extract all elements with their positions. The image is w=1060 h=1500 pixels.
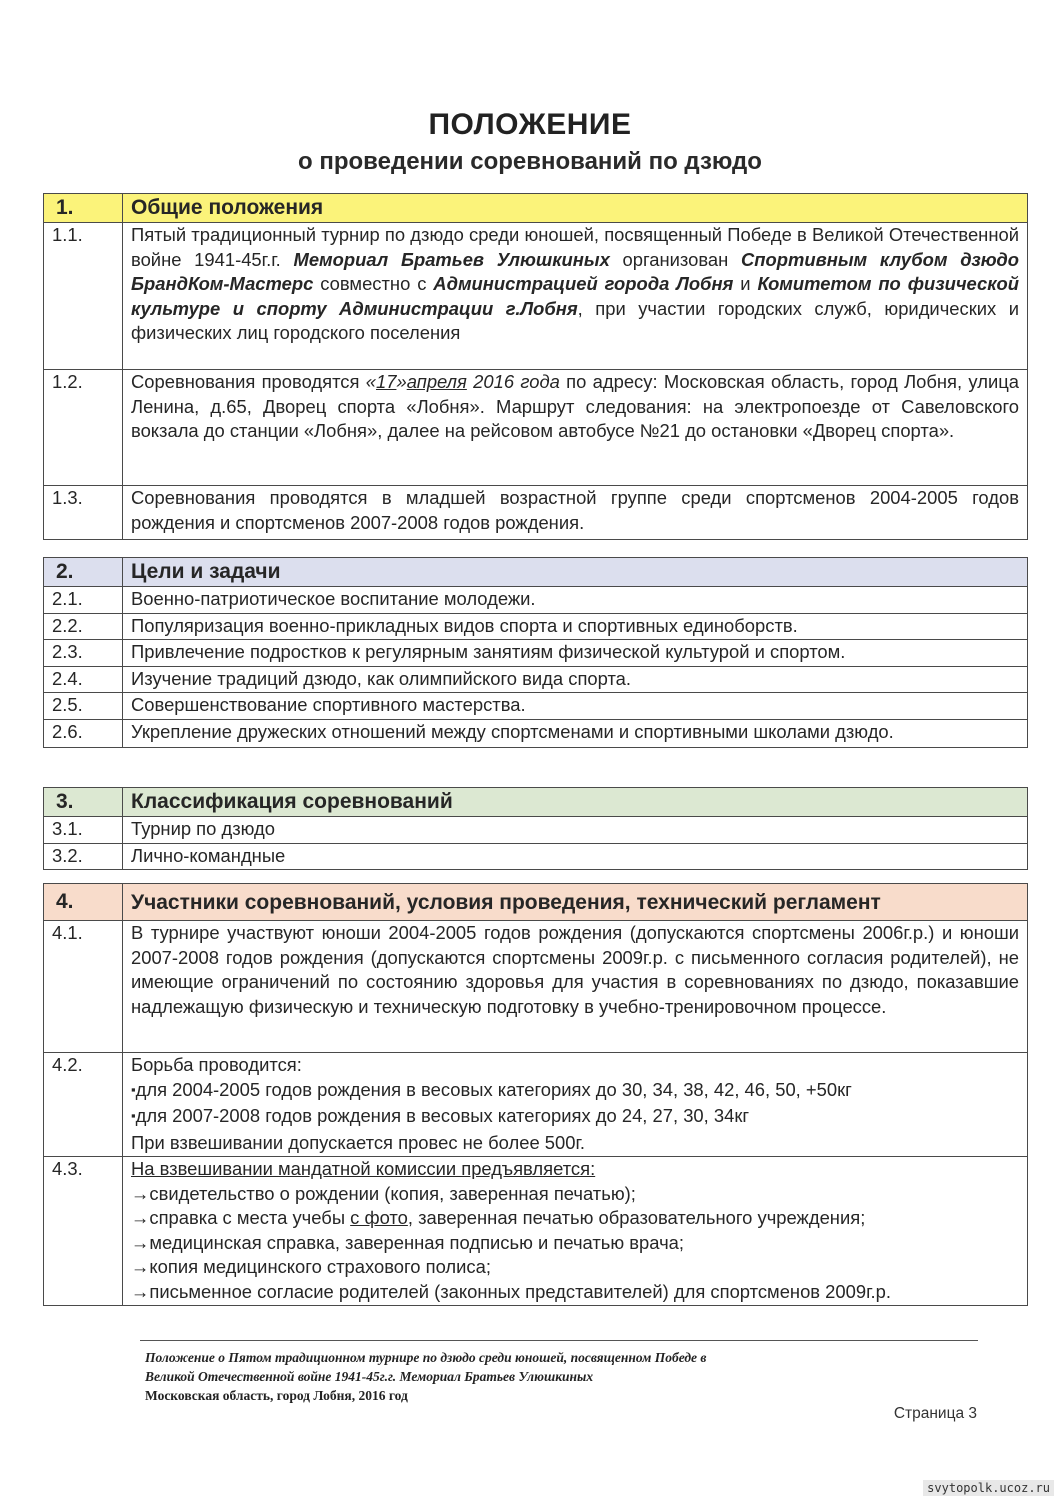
- clause-number: 3.2.: [44, 843, 123, 870]
- clause-text: [123, 1157, 1028, 1306]
- arrow-line: → письменное согласие родителей (законных представителей) для спортсменов 2009г.р.: [131, 1280, 1019, 1305]
- clause-number: 3.1.: [44, 817, 123, 844]
- section-number: 2.: [44, 558, 123, 587]
- clause-number: 2.1.: [44, 587, 123, 614]
- site-watermark: svytopolk.ucoz.ru: [923, 1480, 1054, 1496]
- footer: [145, 1348, 945, 1405]
- clause-number: 2.4.: [44, 666, 123, 693]
- clause-row: [44, 587, 1028, 614]
- clause-text: Турнир по дзюдо: [123, 817, 1028, 844]
- section-header: [44, 884, 1028, 921]
- arrow-line: → справка с места учебы с фото, заверенная печатью образовательного учреждения;: [131, 1206, 1019, 1231]
- arrow-line: → копия медицинского страхового полиса;: [131, 1255, 1019, 1280]
- clause-number: 2.5.: [44, 693, 123, 720]
- clause-row: [44, 666, 1028, 693]
- clause-text: Совершенствование спортивного мастерства.: [123, 693, 1028, 720]
- section-title: Цели и задачи: [123, 558, 1028, 587]
- clause-row: [44, 921, 1028, 1053]
- section-general: [43, 193, 1028, 540]
- clause-text: Укрепление дружеских отношений между спортсменами и спортивными школами дзюдо.: [123, 719, 1028, 748]
- clause-row: [44, 223, 1028, 370]
- arrow-line: → медицинская справка, заверенная подписью и печатью врача;: [131, 1231, 1019, 1256]
- clause-number: 2.2.: [44, 613, 123, 640]
- clause-number: 2.3.: [44, 640, 123, 667]
- clause-row: [44, 1053, 1028, 1157]
- section-header: [44, 194, 1028, 223]
- clause-line: При взвешивании допускается провес не более 500г.: [131, 1131, 586, 1153]
- footer-line: Положение о Пятом традиционном турнире по дзюдо среди юношей, посвященном Победе в: [145, 1350, 707, 1365]
- clause-number: 4.3.: [44, 1157, 123, 1306]
- footer-divider: [140, 1340, 978, 1341]
- section-title: Классификация соревнований: [123, 788, 1028, 817]
- clause-text: Лично-командные: [123, 843, 1028, 870]
- clause-text: Привлечение подростков к регулярным занятиям физической культурой и спортом.: [123, 640, 1028, 667]
- clause-row: [44, 1157, 1028, 1306]
- clause-text: Соревнования проводятся «17»апреля 2016 года по адресу: Московская область, город Лобня, улица Ленина, д.65, Дворец спорта «Лобня». Маршрут следования: на электропоезде от Савеловского вокзала до станции «Лобня», далее на рейсовом автобусе №21 до остановки «Дворец спорта».: [123, 370, 1028, 486]
- clause-number: 4.2.: [44, 1053, 123, 1157]
- bullet-line: ▪ для 2004-2005 годов рождения в весовых категориях до 30, 34, 38, 42, 46, 50, +50кг: [131, 1078, 1019, 1105]
- clause-line: Борьба проводится:: [131, 1054, 302, 1075]
- clause-text: Популяризация военно-прикладных видов спорта и спортивных единоборств.: [123, 613, 1028, 640]
- section-header: [44, 788, 1028, 817]
- clause-row: [44, 486, 1028, 540]
- section-classification: [43, 787, 1028, 870]
- clause-text: Изучение традиций дзюдо, как олимпийского вида спорта.: [123, 666, 1028, 693]
- clause-text: Соревнования проводятся в младшей возрастной группе среди спортсменов 2004-2005 годов рождения и спортсменов 2007-2008 годов рождения.: [123, 486, 1028, 540]
- footer-line: Московская область, город Лобня, 2016 год: [145, 1388, 408, 1403]
- clause-text: Пятый традиционный турнир по дзюдо среди юношей, посвященный Победе в Великой Отечественной войне 1941-45г.г. Мемориал Братьев Улюшкиных организован Спортивным клубом дзюдо БрандКом-Мастерс совместно с Администрацией города Лобня и Комитетом по физической культуре и спорту Администрации г.Лобня, при участии городских служб, юридических и физических лиц городского поселения: [123, 223, 1028, 370]
- section-number: 1.: [44, 194, 123, 223]
- section-participants: [43, 883, 1028, 1306]
- clause-number: 1.3.: [44, 486, 123, 540]
- document-subtitle: о проведении соревнований по дзюдо: [298, 148, 762, 175]
- clause-row: [44, 817, 1028, 844]
- section-title: Общие положения: [123, 194, 1028, 223]
- section-title: Участники соревнований, условия проведения, технический регламент: [123, 884, 1028, 921]
- clause-number: 2.6.: [44, 719, 123, 748]
- clause-row: [44, 843, 1028, 870]
- clause-text: В турнире участвуют юноши 2004-2005 годов рождения (допускаются спортсмены 2006г.р.) и юноши 2007-2008 годов рождения (допускаются спортсмены 2009г.р. с письменного согласия родителей), не имеющие ограничений по состоянию здоровья для участия в соревнованиях по дзюдо, показавшие надлежащую физическую и техническую подготовку в учебно-тренировочном процессе.: [123, 921, 1028, 1053]
- clause-row: [44, 640, 1028, 667]
- clause-row: [44, 693, 1028, 720]
- page-number: Страница 3: [893, 1405, 977, 1422]
- document-title: ПОЛОЖЕНИЕ: [428, 108, 632, 141]
- footer-line: Великой Отечественной войне 1941-45г.г. Мемориал Братьев Улюшкиных: [145, 1369, 594, 1384]
- clause-number: 1.2.: [44, 370, 123, 486]
- section-goals: [43, 557, 1028, 748]
- section-number: 4.: [44, 884, 123, 921]
- bullet-line: ▪ для 2007-2008 годов рождения в весовых категориях до 24, 27, 30, 34кг: [131, 1104, 1019, 1131]
- section-header: [44, 558, 1028, 587]
- clause-row: [44, 370, 1028, 486]
- clause-row: [44, 719, 1028, 748]
- clause-text: Военно-патриотическое воспитание молодежи.: [123, 587, 1028, 614]
- section-number: 3.: [44, 788, 123, 817]
- clause-number: 1.1.: [44, 223, 123, 370]
- clause-row: [44, 613, 1028, 640]
- arrow-line: → свидетельство о рождении (копия, заверенная печатью);: [131, 1182, 1019, 1207]
- clause-number: 4.1.: [44, 921, 123, 1053]
- clause-text: [123, 1053, 1028, 1157]
- clause-lead: На взвешивании мандатной комиссии предъявляется:: [131, 1158, 596, 1179]
